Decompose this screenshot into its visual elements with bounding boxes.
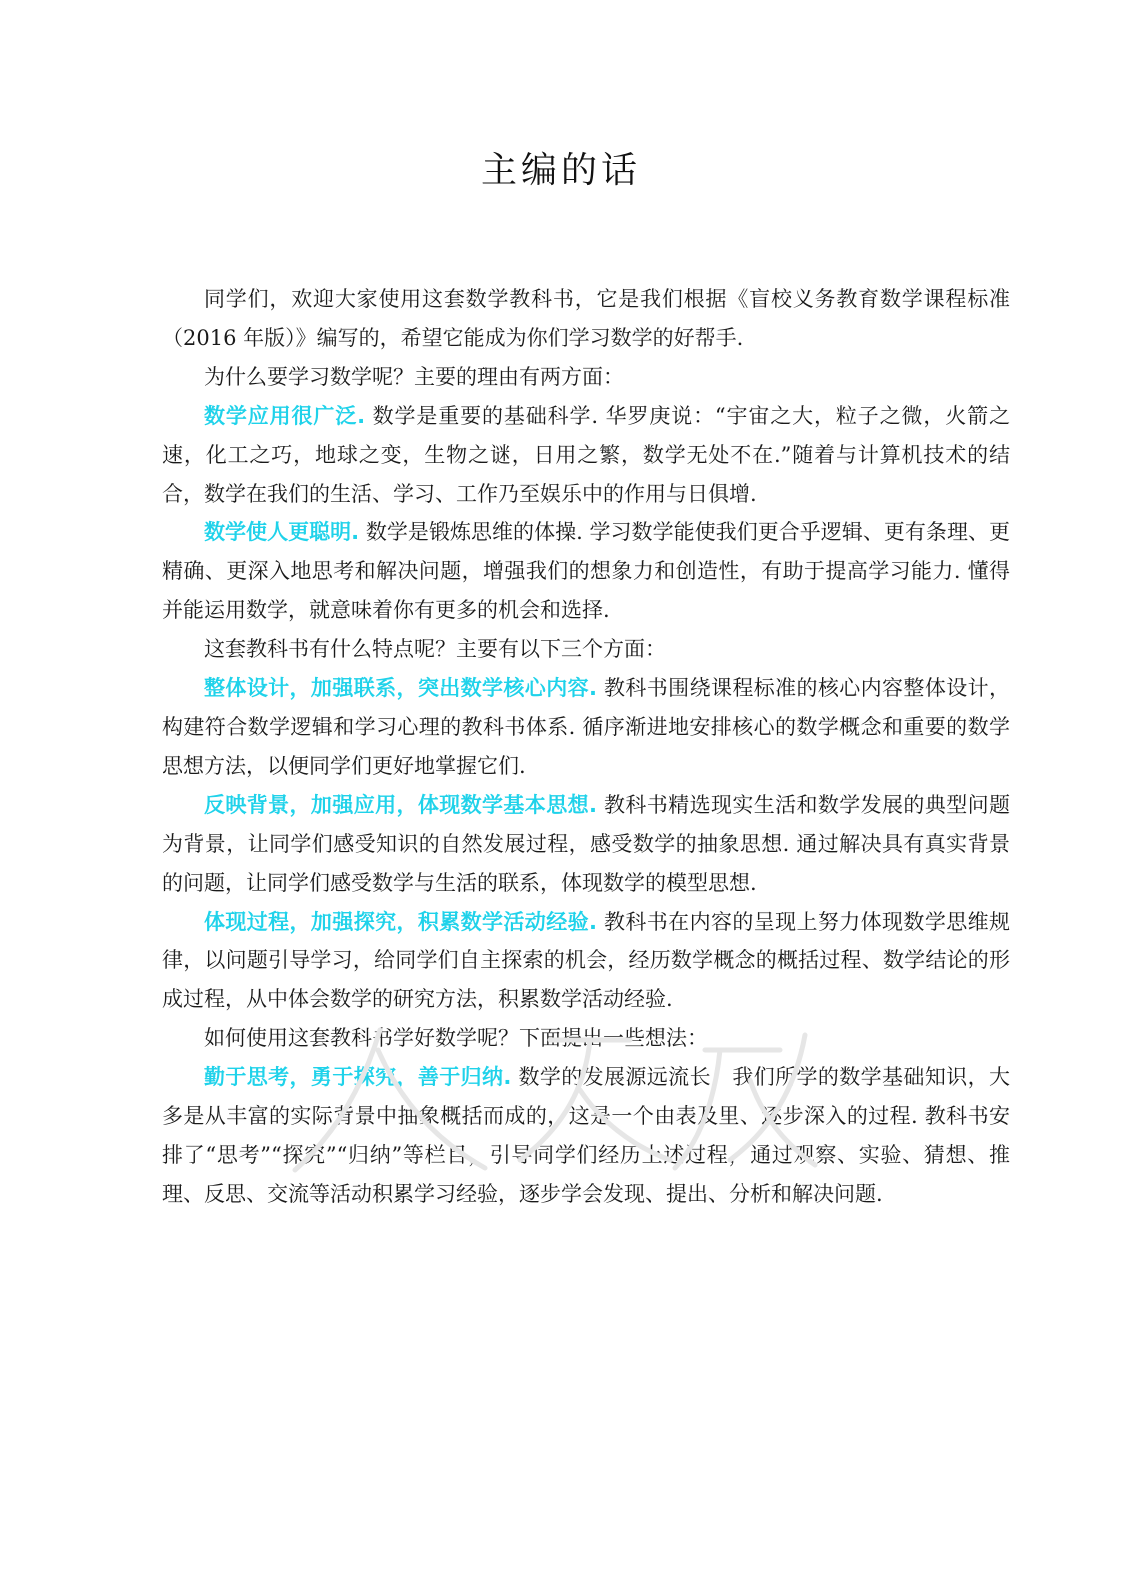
paragraph xyxy=(162,1058,1010,1214)
paragraph-highlight: 勤于思考，勇于探究，善于归纳. xyxy=(204,1065,512,1090)
paragraph-text: 教科书精选现实生活和数学发展的典型问题为背景，让同学们感受知识的自然发展过程，感受数学的抽象思想. 通过解决具有真实背景的问题，让同学们感受数学与生活的联系，体现数学的模型思想. xyxy=(162,792,1010,895)
paragraph xyxy=(162,280,1010,358)
paragraph xyxy=(162,903,1010,1020)
paragraph-text: 数学是重要的基础科学. 华罗庚说：“宇宙之大，粒子之微，火箭之速，化工之巧，地球之变，生物之谜，日用之繁，数学无处不在.”随着与计算机技术的结合，数学在我们的生活、学习、工作乃至娱乐中的作用与日俱增. xyxy=(162,403,1011,506)
paragraph xyxy=(162,630,1010,669)
paragraph-highlight: 整体设计，加强联系，突出数学核心内容. xyxy=(204,676,597,701)
paragraph-text: 同学们，欢迎大家使用这套数学教科书，它是我们根据《盲校义务教育数学课程标准（2016 年版）》编写的，希望它能成为你们学习数学的好帮手. xyxy=(162,287,1010,350)
paragraph-text: 数学的发展源远流长，我们所学的数学基础知识，大多是从丰富的实际背景中抽象概括而成的，这是一个由表及里、逐步深入的过程. 教科书安排了“思考”“探究”“归纳”等栏目，引导同学们经历上述过程，通过观察、实验、猜想、推理、反思、交流等活动积累学习经验，逐步学会发现、提出、分析和解决问题. xyxy=(162,1065,1010,1206)
paragraph xyxy=(162,1019,1010,1058)
paragraph xyxy=(162,397,1010,514)
paragraph-text: 为什么要学习数学呢？主要的理由有两方面： xyxy=(204,364,624,389)
paragraph-highlight: 体现过程，加强探究，积累数学活动经验. xyxy=(204,909,597,934)
paragraph-text: 这套教科书有什么特点呢？主要有以下三个方面： xyxy=(204,637,666,662)
paragraph-highlight: 反映背景，加强应用，体现数学基本思想. xyxy=(204,792,597,817)
paragraph-text: 教科书在内容的呈现上努力体现数学思维规律，以问题引导学习，给同学们自主探索的机会，经历数学概念的概括过程、数学结论的形成过程，从中体会数学的研究方法，积累数学活动经验. xyxy=(162,909,1010,1012)
paragraph-text: 如何使用这套教科书学好数学呢？下面提出一些想法： xyxy=(204,1026,708,1051)
paragraph xyxy=(162,669,1010,786)
body-text xyxy=(162,280,1010,1214)
paragraph-text: 教科书围绕课程标准的核心内容整体设计，构建符合数学逻辑和学习心理的教科书体系. 循序渐进地安排核心的数学概念和重要的数学思想方法，以便同学们更好地掌握它们. xyxy=(162,676,1010,778)
paragraph xyxy=(162,786,1010,903)
paragraph xyxy=(162,358,1010,397)
paragraph-text: 数学是锻炼思维的体操. 学习数学能使我们更合乎逻辑、更有条理、更精确、更深入地思考和解决问题，增强我们的想象力和创造性，有助于提高学习能力. 懂得并能运用数学，就意味着你有更多的机会和选择. xyxy=(162,520,1010,623)
paragraph-highlight: 数学应用很广泛. xyxy=(204,403,366,428)
paragraph xyxy=(162,513,1010,630)
paragraph-highlight: 数学使人更聪明. xyxy=(204,520,360,545)
page-title: 主编的话 xyxy=(480,150,641,191)
